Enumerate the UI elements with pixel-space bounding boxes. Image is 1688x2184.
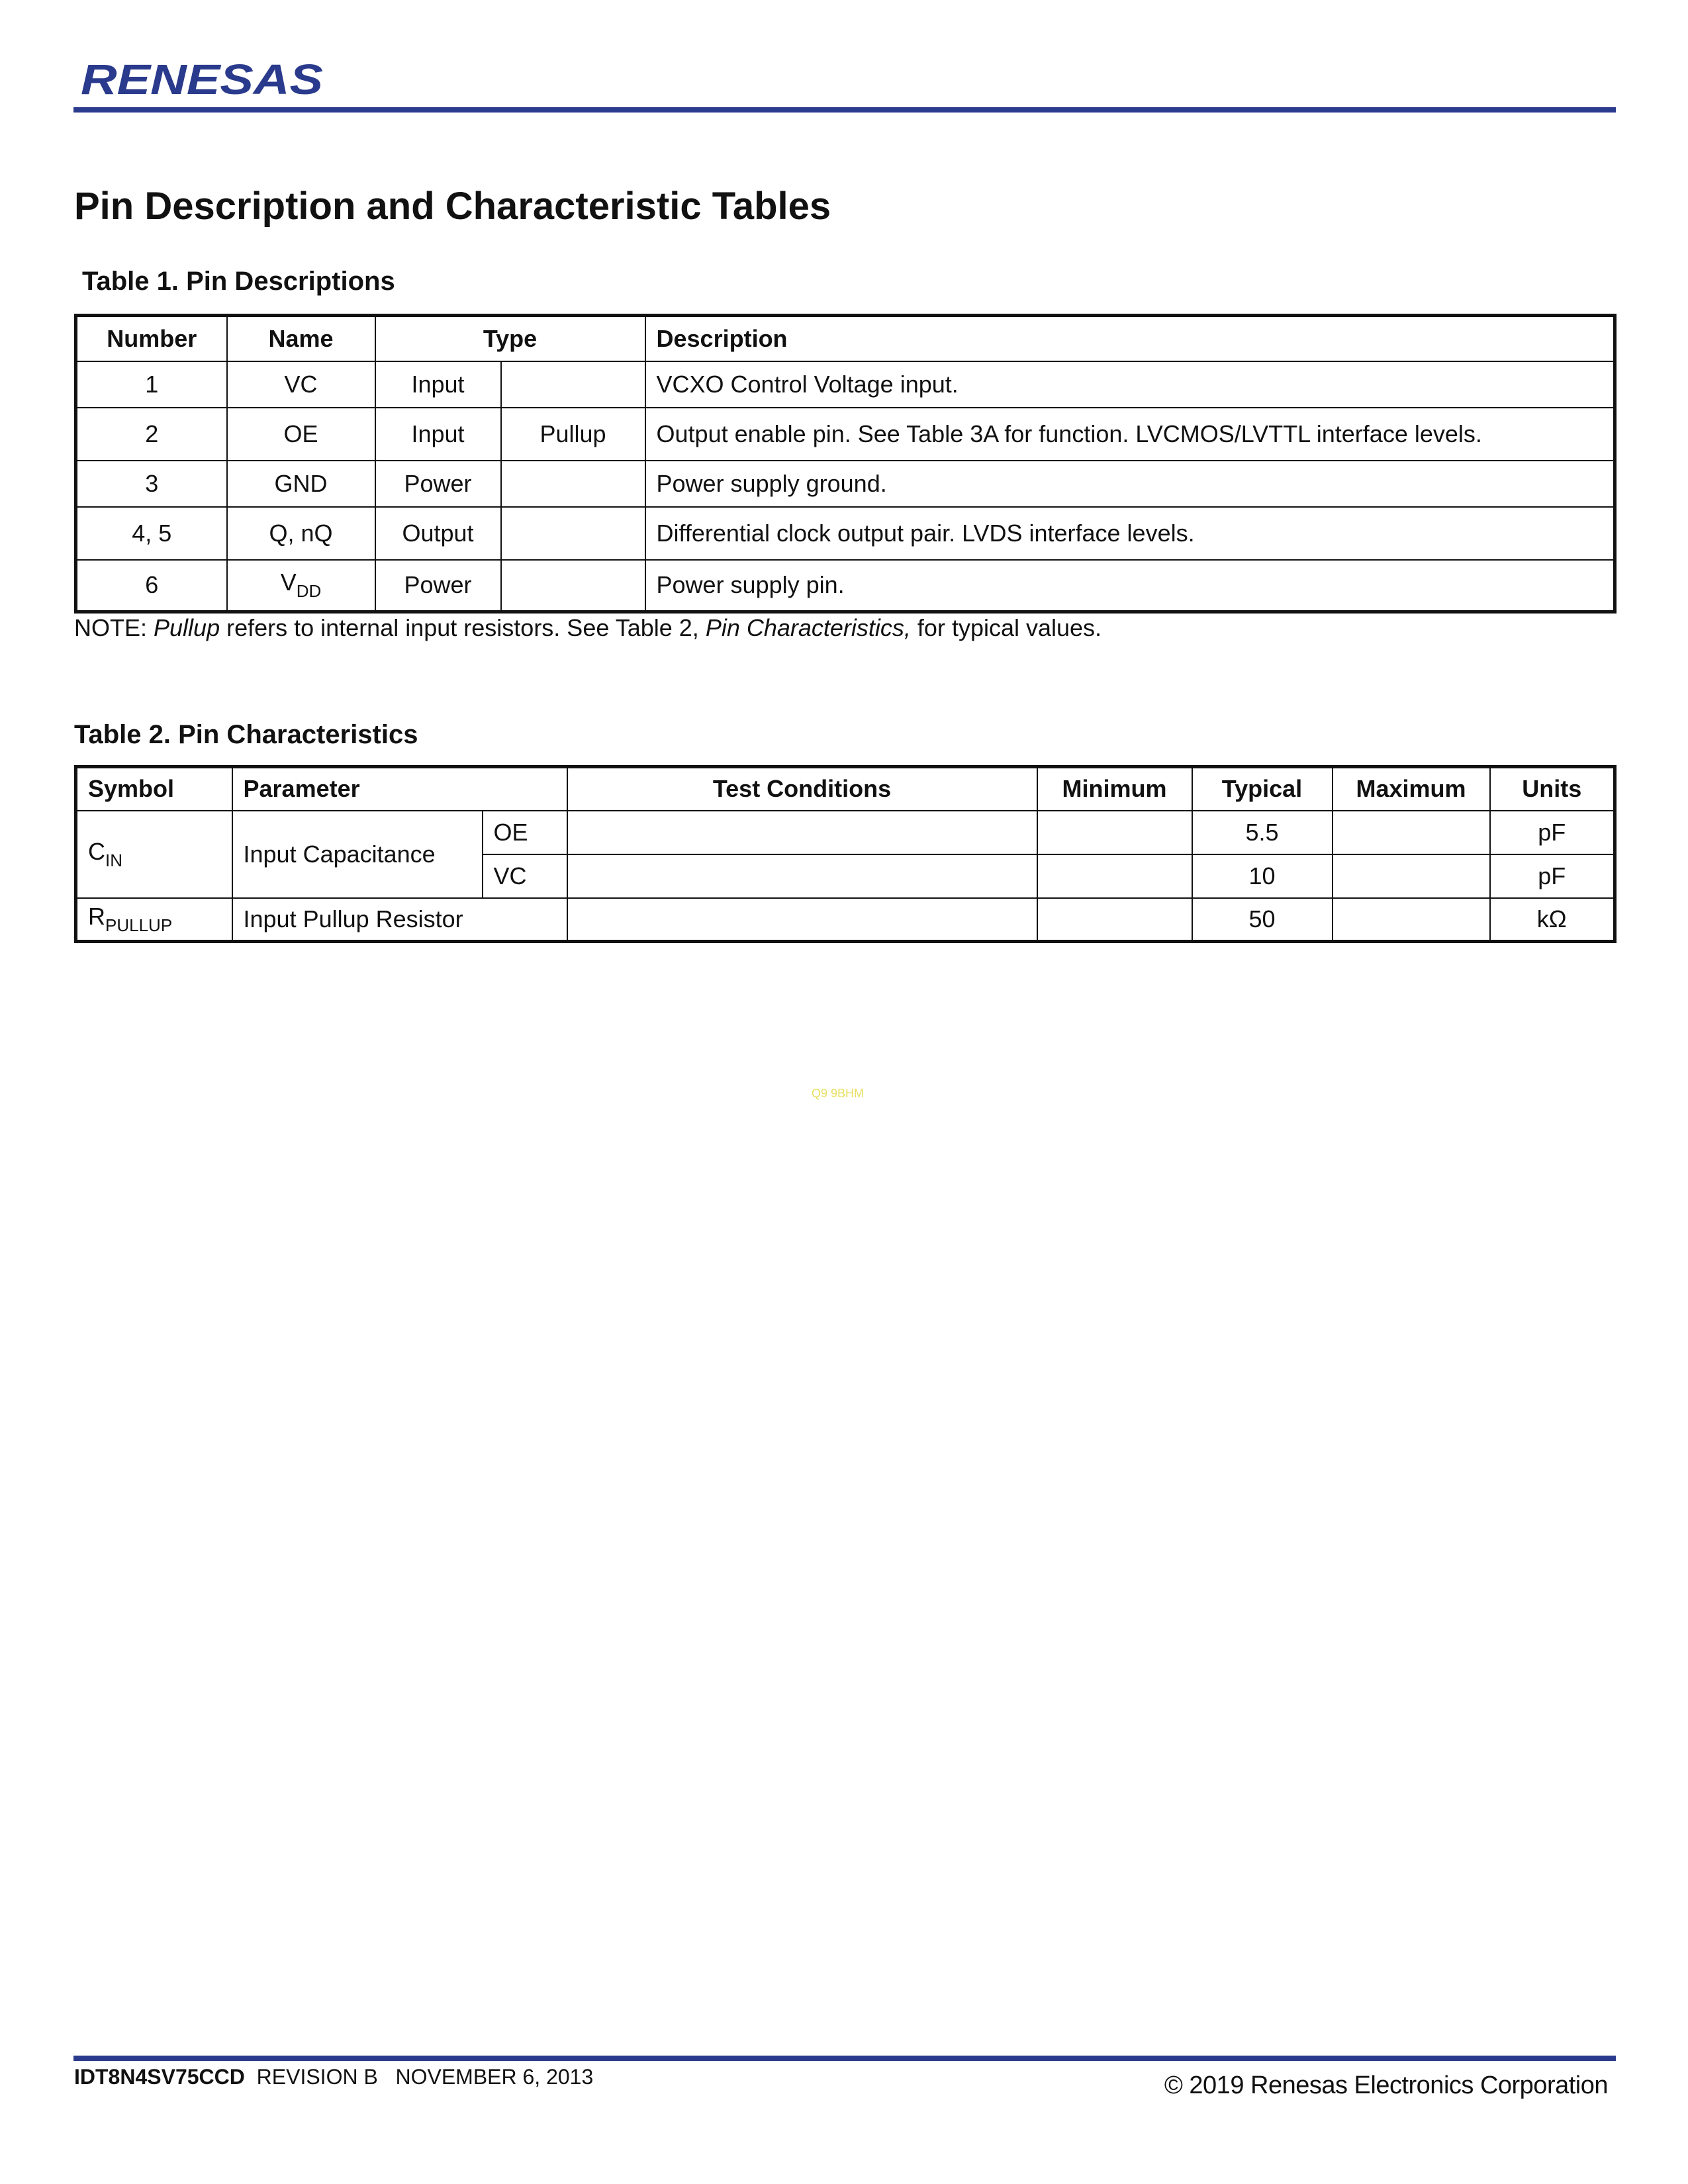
table-row [76, 361, 1615, 408]
header-parameter: Parameter [232, 767, 567, 811]
footer-date: NOVEMBER 6, 2013 [395, 2065, 594, 2089]
pin-description: Differential clock output pair. LVDS interface levels. [645, 507, 1615, 560]
header-units: Units [1490, 767, 1615, 811]
table-row [76, 560, 1615, 612]
pin-type: Power [375, 560, 501, 612]
symbol-main: C [88, 837, 105, 865]
pin-name [227, 560, 375, 612]
units-cell: pF [1490, 811, 1615, 854]
pin-description: Output enable pin. See Table 3A for function. LVCMOS/LVTTL interface levels. [645, 408, 1615, 461]
pin-number: 1 [76, 361, 227, 408]
footer-copyright: © 2019 Renesas Electronics Corporation [1164, 2071, 1608, 2099]
parameter-cell: Input Capacitance [232, 811, 483, 898]
pin-descriptions-table [74, 314, 1617, 614]
typical-cell: 5.5 [1192, 811, 1333, 854]
maximum-cell [1333, 898, 1490, 942]
symbol-subscript: IN [105, 850, 122, 870]
typical-cell: 10 [1192, 854, 1333, 898]
table1-note [74, 614, 1102, 642]
pin-name: Q, nQ [227, 507, 375, 560]
table-header-row [76, 767, 1615, 811]
pin-number: 3 [76, 461, 227, 507]
footer-document-info [74, 2065, 593, 2089]
document-stamp: Q9 9BHM [812, 1087, 865, 1100]
table-row [76, 408, 1615, 461]
pin-characteristics-table [74, 765, 1617, 943]
parameter-cell: Input Pullup Resistor [232, 898, 567, 942]
page-title: Pin Description and Characteristic Tables [74, 185, 831, 228]
table-header-row [76, 316, 1615, 362]
units-cell: pF [1490, 854, 1615, 898]
pin-type: Output [375, 507, 501, 560]
symbol-cell [76, 811, 232, 898]
pin-number: 4, 5 [76, 507, 227, 560]
maximum-cell [1333, 854, 1490, 898]
header-maximum: Maximum [1333, 767, 1490, 811]
header-symbol: Symbol [76, 767, 232, 811]
footer-part-number: IDT8N4SV75CCD [74, 2065, 245, 2089]
pin-type: Power [375, 461, 501, 507]
header-test-conditions: Test Conditions [567, 767, 1037, 811]
pin-description: VCXO Control Voltage input. [645, 361, 1615, 408]
typical-cell: 50 [1192, 898, 1333, 942]
header-name: Name [227, 316, 375, 362]
header-number: Number [76, 316, 227, 362]
renesas-logo [81, 57, 326, 101]
symbol-main: R [88, 902, 105, 930]
header-description: Description [645, 316, 1615, 362]
pin-pull: Pullup [501, 408, 645, 461]
maximum-cell [1333, 811, 1490, 854]
minimum-cell [1037, 898, 1192, 942]
table-row [76, 507, 1615, 560]
note-italic-pullup: Pullup [154, 614, 220, 641]
header-rule [73, 107, 1616, 113]
pin-pull [501, 361, 645, 408]
note-prefix: NOTE: [74, 614, 154, 641]
symbol-cell [76, 898, 232, 942]
minimum-cell [1037, 854, 1192, 898]
test-conditions-cell [567, 811, 1037, 854]
table-row [76, 811, 1615, 854]
pin-pull [501, 560, 645, 612]
pin-description: Power supply ground. [645, 461, 1615, 507]
units-cell: kΩ [1490, 898, 1615, 942]
pin-type: Input [375, 361, 501, 408]
pin-name: VC [227, 361, 375, 408]
table-row [76, 898, 1615, 942]
note-italic-pin-characteristics: Pin Characteristics, [705, 614, 911, 641]
pin-number: 6 [76, 560, 227, 612]
header-typical: Typical [1192, 767, 1333, 811]
test-conditions-cell [567, 898, 1037, 942]
pin-name: GND [227, 461, 375, 507]
note-suffix: for typical values. [910, 614, 1102, 641]
pin-name-subscript: DD [296, 581, 322, 602]
pin-type: Input [375, 408, 501, 461]
pin-pull [501, 461, 645, 507]
pin-number: 2 [76, 408, 227, 461]
table-row [76, 461, 1615, 507]
sub-parameter-cell: OE [483, 811, 567, 854]
pin-description: Power supply pin. [645, 560, 1615, 612]
footer-rule [73, 2056, 1616, 2061]
pin-name-main: V [280, 569, 297, 596]
minimum-cell [1037, 811, 1192, 854]
pin-pull [501, 507, 645, 560]
svg-text:RENESAS: RENESAS [81, 57, 324, 101]
note-middle: refers to internal input resistors. See Table 2, [220, 614, 706, 641]
sub-parameter-cell: VC [483, 854, 567, 898]
test-conditions-cell [567, 854, 1037, 898]
table1-caption: Table 1. Pin Descriptions [82, 267, 395, 296]
header-type: Type [375, 316, 645, 362]
pin-name: OE [227, 408, 375, 461]
header-minimum: Minimum [1037, 767, 1192, 811]
table2-caption: Table 2. Pin Characteristics [74, 720, 418, 749]
footer-revision: REVISION B [256, 2065, 378, 2089]
symbol-subscript: PULLUP [105, 915, 173, 935]
